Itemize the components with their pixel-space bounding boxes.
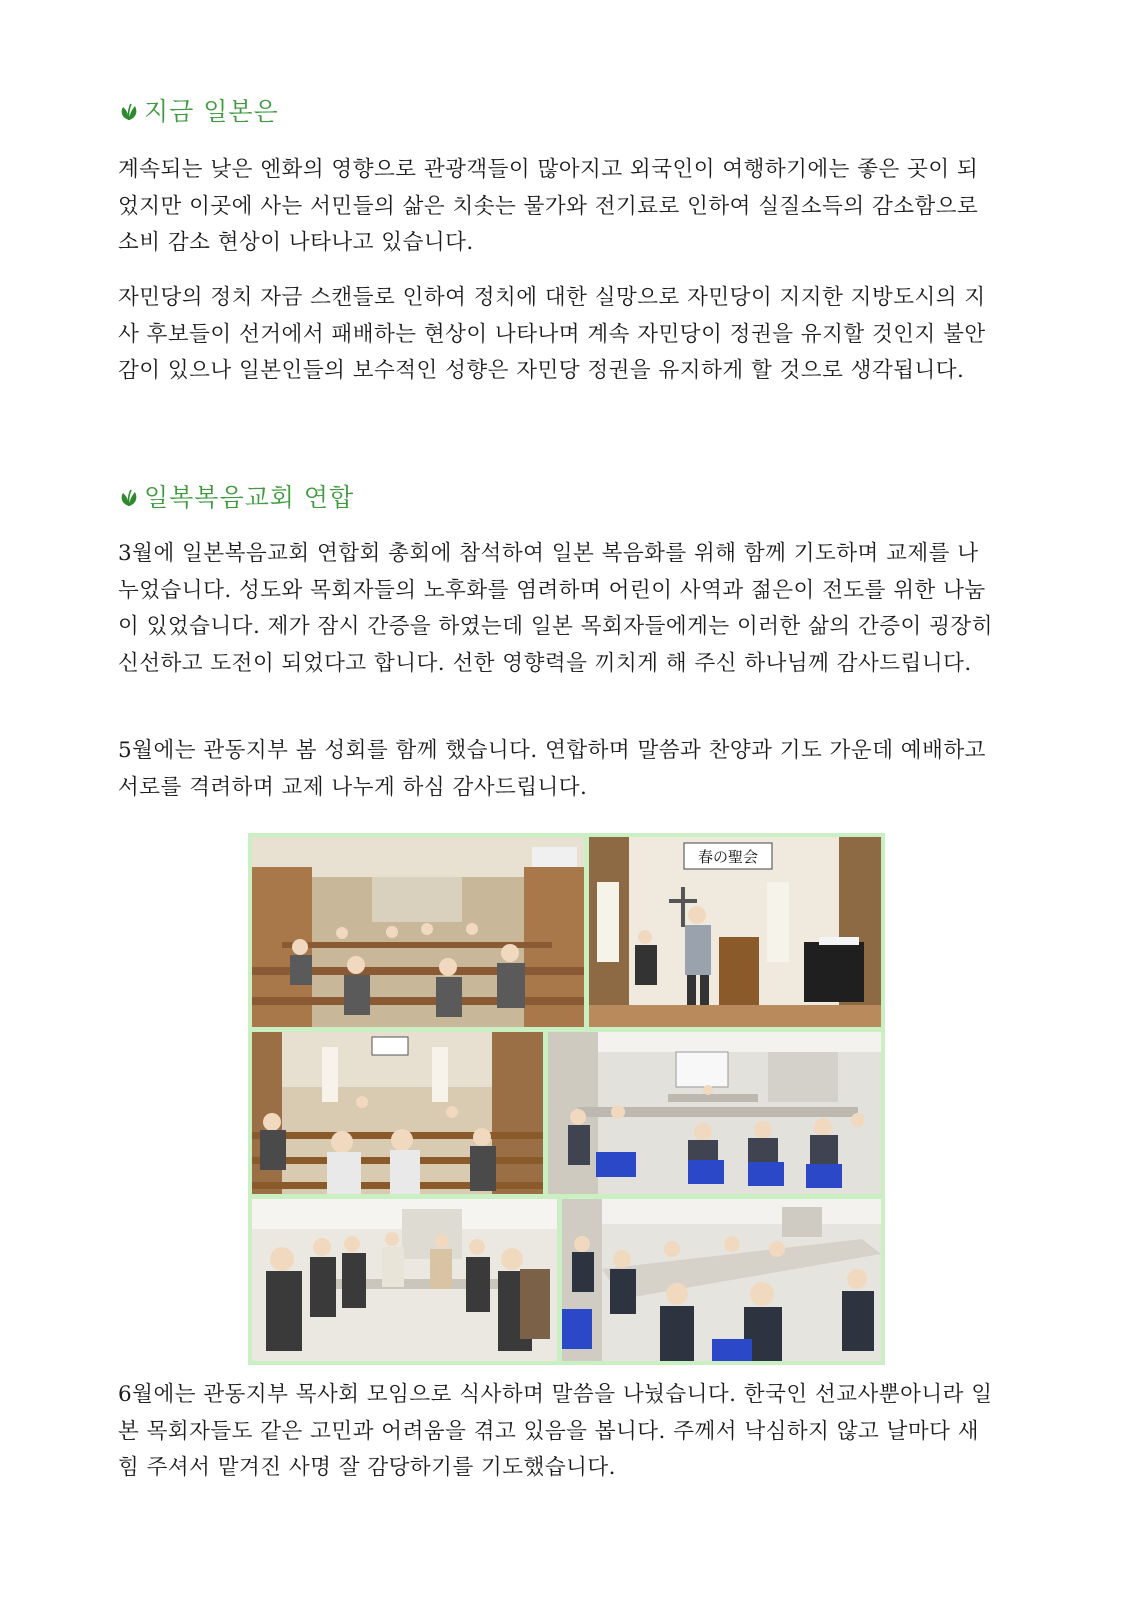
paragraph-march-assembly: 3월에 일본복음교회 연합회 총회에 참석하여 일본 복음화를 위해 함께 기도하며 교제를 나누었습니다. 성도와 목회자들의 노후화를 염려하며 어린이 사역과 젊은이 전도를 위한 나눔이 있었습니다. 제가 잠시 간증을 하였는데 일본 목회자들에게는 이러한 삶의 간증이 굉장히 신선하고 도전이 되었다고 합니다. 선한 영향력을 끼치게 해 주신 하나님께 감사드립니다. bbox=[118, 541, 993, 676]
section-heading-text: 지금 일본은 bbox=[144, 97, 279, 126]
paragraph-june-meeting: 6월에는 관동지부 목사회 모임으로 식사하며 말씀을 나눴습니다. 한국인 선교사뿐아니라 일본 목회자들도 같은 고민과 어려움을 겪고 있음을 봅니다. 주께서 낙심하지 않고 날마다 새 힘 주셔서 맡겨진 사명 잘 감당하기를 기도했습니다. bbox=[118, 1382, 993, 1480]
photo-conference-room bbox=[548, 1032, 881, 1194]
paragraph-may-conference: 5월에는 관동지부 봄 성회를 함께 했습니다. 연합하며 말씀과 찬양과 기도 가운데 예배하고 서로를 격려하며 교제 나누게 하심 감사드립니다. bbox=[118, 738, 986, 800]
leaf-bullet-icon bbox=[118, 102, 140, 122]
paragraph-economy: 계속되는 낮은 엔화의 영향으로 관광객들이 많아지고 외국인이 여행하기에는 좋은 곳이 되었지만 이곳에 사는 서민들의 삶은 치솟는 물가와 전기료로 인하여 실질소득의 감소함으로 소비 감소 현상이 나타나고 있습니다. bbox=[118, 157, 979, 255]
leaf-bullet-icon bbox=[118, 488, 140, 508]
banner-text: 春の聖会 bbox=[697, 848, 759, 866]
photo-collage bbox=[248, 833, 885, 1365]
photo-men-meeting bbox=[562, 1199, 881, 1361]
photo-congregation bbox=[252, 837, 584, 1027]
section-heading-japan-now bbox=[118, 92, 279, 128]
paragraph-politics: 자민당의 정치 자금 스캔들로 인하여 정치에 대한 실망으로 자민당이 지지한 지방도시의 지사 후보들이 선거에서 패배하는 현상이 나타나며 계속 자민당이 정권을 유지할 것인지 불안감이 있으나 일본인들의 보수적인 성향은 자민당 정권을 유지하게 할 것으로 생각됩니다. bbox=[118, 285, 986, 383]
photo-women-group bbox=[252, 1199, 557, 1361]
section-heading-text: 일복복음교회 연합 bbox=[144, 483, 355, 512]
photo-speaker-banner bbox=[589, 837, 881, 1027]
photo-pews-service bbox=[252, 1032, 543, 1194]
section-heading-church-union bbox=[118, 478, 354, 514]
